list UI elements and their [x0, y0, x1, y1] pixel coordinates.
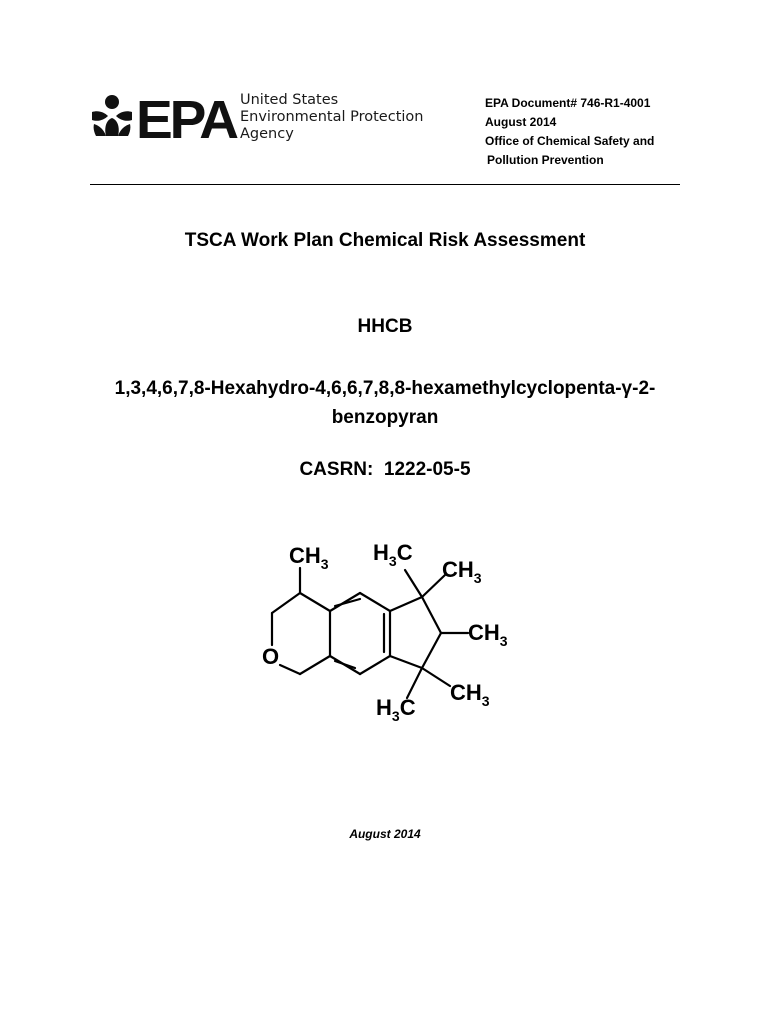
- chemical-name: 1,3,4,6,7,8-Hexahydro-4,6,6,7,8,8-hexamethylcyclopenta-γ-2-benzopyran: [114, 378, 656, 428]
- chemical-abbreviation: HHCB: [357, 316, 413, 337]
- casrn: CASRN: 1222-05-5: [299, 459, 471, 480]
- label-oxygen: O: [262, 644, 280, 669]
- agency-name: [240, 92, 423, 143]
- epa-logo: [90, 90, 240, 142]
- document-number: EPA Document# 746-R1-4001: [485, 96, 651, 110]
- chemical-structure-diagram: [250, 535, 530, 730]
- label-h3c-top: $H_3C$: [373, 540, 413, 569]
- footer-date: August 2014: [349, 827, 421, 841]
- agency-line: United States: [240, 92, 339, 108]
- office-line: Office of Chemical Safety and: [485, 134, 655, 148]
- agency-line: Agency: [240, 126, 294, 142]
- epa-flower-icon: [92, 95, 132, 136]
- office-line: Pollution Prevention: [487, 153, 604, 167]
- header-divider: [90, 184, 680, 185]
- label-ch3-right: $CH_3$: [468, 620, 508, 649]
- label-ch3-top-left: $CH_3$: [289, 543, 329, 572]
- label-ch3-top-right: $CH_3$: [442, 557, 482, 586]
- document-info: [485, 94, 654, 170]
- label-ch3-bottom-right: $CH_3$: [450, 680, 490, 709]
- agency-line: Environmental Protection: [240, 109, 424, 125]
- page-title: TSCA Work Plan Chemical Risk Assessment: [184, 230, 586, 251]
- epa-wordmark: EPA: [136, 90, 239, 142]
- document-date: August 2014: [485, 115, 557, 129]
- label-h3c-bottom: $H_3C$: [376, 695, 416, 724]
